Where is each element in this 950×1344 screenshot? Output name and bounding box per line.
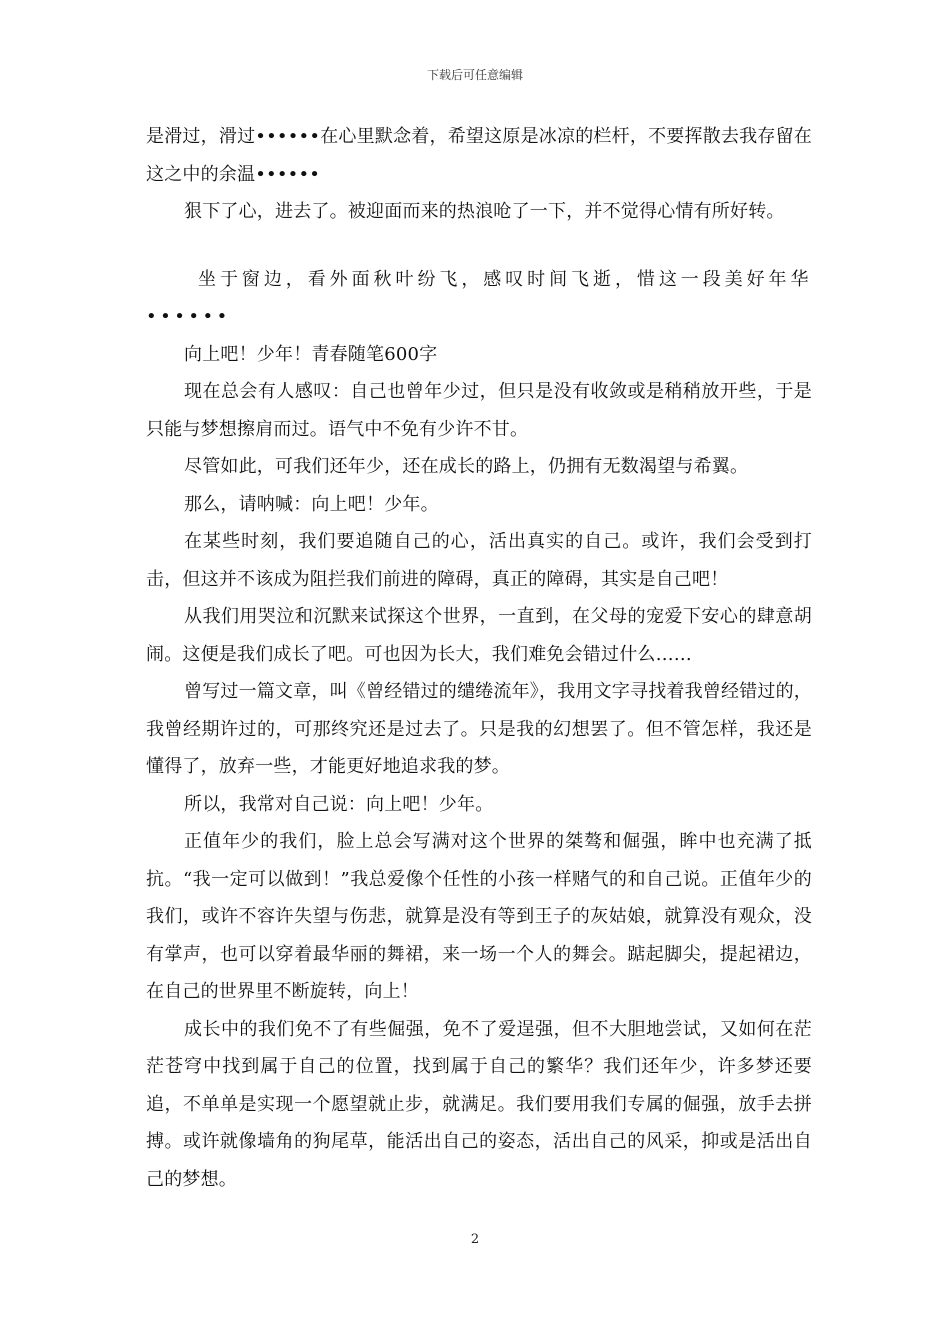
- paragraph: 那么，请呐喊：向上吧！少年。: [184, 493, 439, 515]
- paragraph: 尽管如此，可我们还年少，还在成长的路上，仍拥有无数渴望与希翼。: [184, 456, 749, 477]
- essay-title: 向上吧！少年！青春随笔600字: [184, 343, 438, 365]
- paragraph: 现在总会有人感叹：自己也曾年少过，但只是没有收敛或是稍稍放开些，于是只能与梦想擦肩而过。语气中不免有少许不甘。: [146, 381, 812, 440]
- paragraph: 曾写过一篇文章，叫《曾经错过的缱绻流年》，我用文字寻找着我曾经错过的，我曾经期许过的，可那终究还是过去了。只是我的幻想罢了。但不管怎样，我还是懂得了，放弃一些，才能更好地追求我的梦。: [146, 681, 812, 777]
- paragraph: 坐于窗边，看外面秋叶纷飞，感叹时间飞逝，惜这一段美好年华••••••: [146, 268, 812, 327]
- paragraph: 狠下了心，进去了。被迎面而来的热浪呛了一下，并不觉得心情有所好转。: [184, 201, 785, 222]
- paragraph: 从我们用哭泣和沉默来试探这个世界，一直到，在父母的宠爱下安心的肆意胡闹。这便是我们成长了吧。可也因为长大，我们难免会错过什么……: [146, 606, 812, 665]
- paragraph: 是滑过，滑过••••••在心里默念着，希望这原是冰凉的栏杆，不要挥散去我存留在这之中的余温••••••: [146, 126, 812, 185]
- page-header: 下载后可任意编辑: [426, 68, 523, 82]
- paragraph: 成长中的我们免不了有些倔强，免不了爱逞强，但不大胆地尝试，又如何在茫茫苍穹中找到属于自己的位置，找到属于自己的繁华？我们还年少，许多梦还要追，不单单是实现一个愿望就止步，就满足。我们要用我们专属的倔强，放手去拼搏。或许就像墙角的狗尾草，能活出自己的姿态，活出自己的风采，抑或是活出自己的梦想。: [146, 1018, 812, 1190]
- page-number: 2: [470, 1232, 480, 1247]
- document-body: [146, 118, 812, 1198]
- paragraph: 所以，我常对自己说：向上吧！少年。: [184, 793, 494, 815]
- paragraph-gap: [146, 231, 812, 261]
- paragraph: 正值年少的我们，脸上总会写满对这个世界的桀骜和倔强，眸中也充满了抵抗。“我一定可以做到！”我总爱像个任性的小孩一样赌气的和自己说。正值年少的我们，或许不容许失望与伤悲，就算是没有等到王子的灰姑娘，就算没有观众，没有掌声，也可以穿着最华丽的舞裙，来一场一个人的舞会。踮起脚尖，提起裙边，在自己的世界里不断旋转，向上！: [146, 831, 812, 1002]
- paragraph: 在某些时刻，我们要追随自己的心，活出真实的自己。或许，我们会受到打击，但这并不该成为阻拦我们前进的障碍，真正的障碍，其实是自己吧！: [146, 531, 812, 590]
